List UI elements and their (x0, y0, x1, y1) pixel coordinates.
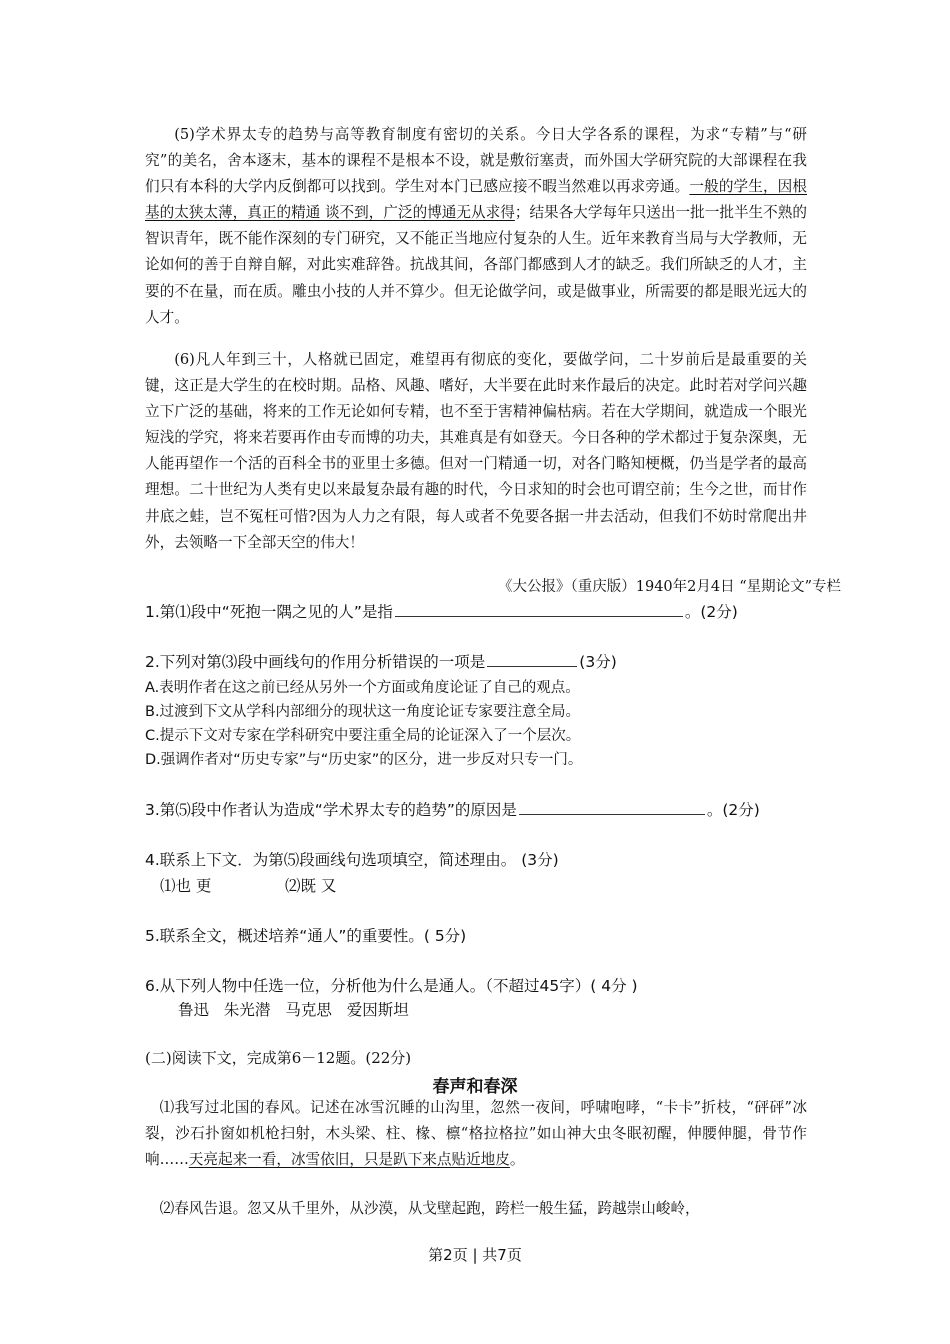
answer-blank-1[interactable] (395, 602, 683, 617)
passage-2-para1-text: ⑴我写过北国的春风。记述在冰雪沉睡的山沟里，忽然一夜间，呼啸咆哮，“卡卡”折枝，“砰砰”冰裂，沙石扑窗如机枪扫射，木头梁、柱、椽、檩“格拉格拉”如山神大虫冬眠初醒，伸腰伸腿，骨节作响…… (145, 1099, 807, 1169)
question-1-score: 。(2分) (684, 603, 738, 621)
question-4: 4.联系上下文．为第⑸段画线句选项填空，简述理由。 (3分) (145, 851, 559, 869)
question-6: 6.从下列人物中任选一位，分析他为什么是通人。（不超过45字）( 4分 ) (145, 977, 638, 995)
passage-2-paragraph-1 (145, 1095, 807, 1173)
section-2-heading: (二)阅读下文，完成第6－12题。(22分) (145, 1049, 412, 1067)
para5-underlined-sentence: 一般的学生，因根基的太狭太薄，真正的精通 谈不到，广泛的博通无从求得 (145, 178, 807, 222)
question-6-people: 鲁迅 朱光潜 马克思 爱因斯坦 (178, 1001, 409, 1019)
passage-2-paragraph-2 (145, 1196, 807, 1222)
answer-blank-3[interactable] (519, 800, 705, 815)
passage-2-para1-end: 。 (509, 1151, 525, 1169)
passage-2-title: 春声和春深 (432, 1077, 518, 1097)
question-3 (145, 798, 760, 820)
question-3-text: 3.第⑸段中作者认为造成“学术界太专的趋势”的原因是 (145, 801, 517, 819)
answer-blank-2[interactable] (487, 652, 577, 667)
question-2-option-d[interactable]: D.强调作者对“历史专家”与“历史家”的区分，进一步反对只专一门。 (145, 752, 583, 768)
question-2-option-b[interactable]: B.过渡到下文从学科内部细分的现状这一角度论证专家要注意全局。 (145, 704, 581, 720)
question-2-option-a[interactable]: A.表明作者在这之前已经从另外一个方面或角度论证了自己的观点。 (145, 680, 580, 696)
question-2 (145, 650, 617, 672)
question-1-text: 1.第⑴段中“死抱一隅之见的人”是指 (145, 603, 393, 621)
question-2-score: (3分) (579, 653, 617, 671)
question-3-score: 。(2分) (706, 801, 760, 819)
question-1 (145, 600, 738, 622)
question-5: 5.联系全文，概述培养“通人”的重要性。( 5分) (145, 927, 467, 945)
para6-text: (6)凡人年到三十，人格就已固定，难望再有彻底的变化，要做学问，二十岁前后是最重要的关键，这正是大学生的在校时期。品格、风趣、嗜好，大半要在此时来作最后的决定。此时若对学问兴趣立下广泛的基础，将来的工作无论如何专精，也不至于害精神偏枯病。若在大学期间，就造成一个眼光短浅的学究，将来若要再作由专而博的功夫，其难真是有如登天。今日各种的学术都过于复杂深奥，无人能再望作一个活的百科全书的亚里士多德。但对一门精通一切，对各门略知梗概，仍当是学者的最高理想。二十世纪为人类有史以来最复杂最有趣的时代，今日求知的时会也可谓空前；生今之世，而甘作井底之蛙，岂不冤枉可惜?因为人力之有限，每人或者不免要各据一井去活动，但我们不妨时常爬出井外，去领略一下全部天空的伟大！ (145, 351, 807, 551)
question-4-option-2: ⑵既 又 (285, 877, 337, 895)
passage-paragraph-5 (145, 122, 807, 331)
para5-text-b: ；结果各大学每年只送出一批一批半生不熟的智识青年，既不能作深刻的专门研究，又不能正当地应付复杂的人生。近年来教育当局与大学教师，无论如何的善于自辩自解，对此实难辞咎。抗战其间，各部门都感到人才的缺乏。我们所缺乏的人才，主要的不在量，而在质。雕虫小技的人并不算少。但无论做学问，或是做事业，所需要的都是眼光远大的人才。 (145, 204, 807, 326)
passage-2-para1-underlined: 天亮起来一看，冰雪依旧，只是趴下来点贴近地皮 (188, 1151, 510, 1169)
para5-text-a: (5)学术界太专的趋势与高等教育制度有密切的关系。今日大学各系的课程，为求“专精”与“研究”的美名，舍本逐末，基本的课程不是根本不设，就是敷衍塞责，而外国大学研究院的大部课程在我们只有本科的大学内反倒都可以找到。学生对本门已感应接不暇当然难以再求旁通。 (145, 126, 807, 196)
question-2-option-c[interactable]: C.提示下文对专家在学科研究中要注重全局的论证深入了一个层次。 (145, 728, 581, 744)
passage-source: 《大公报》（重庆版）1940年2月4日 “星期论文”专栏 (498, 579, 842, 595)
passage-paragraph-6 (145, 347, 807, 556)
passage-2-para2-text: ⑵春风告退。忽又从千里外，从沙漠，从戈壁起跑，跨栏一般生猛，跨越崇山峻岭， (159, 1200, 700, 1217)
question-4-option-1: ⑴也 更 (160, 877, 212, 895)
question-2-text: 2.下列对第⑶段中画线句的作用分析错误的一项是 (145, 653, 486, 671)
page-footer: 第2页 | 共7页 (428, 1246, 522, 1264)
